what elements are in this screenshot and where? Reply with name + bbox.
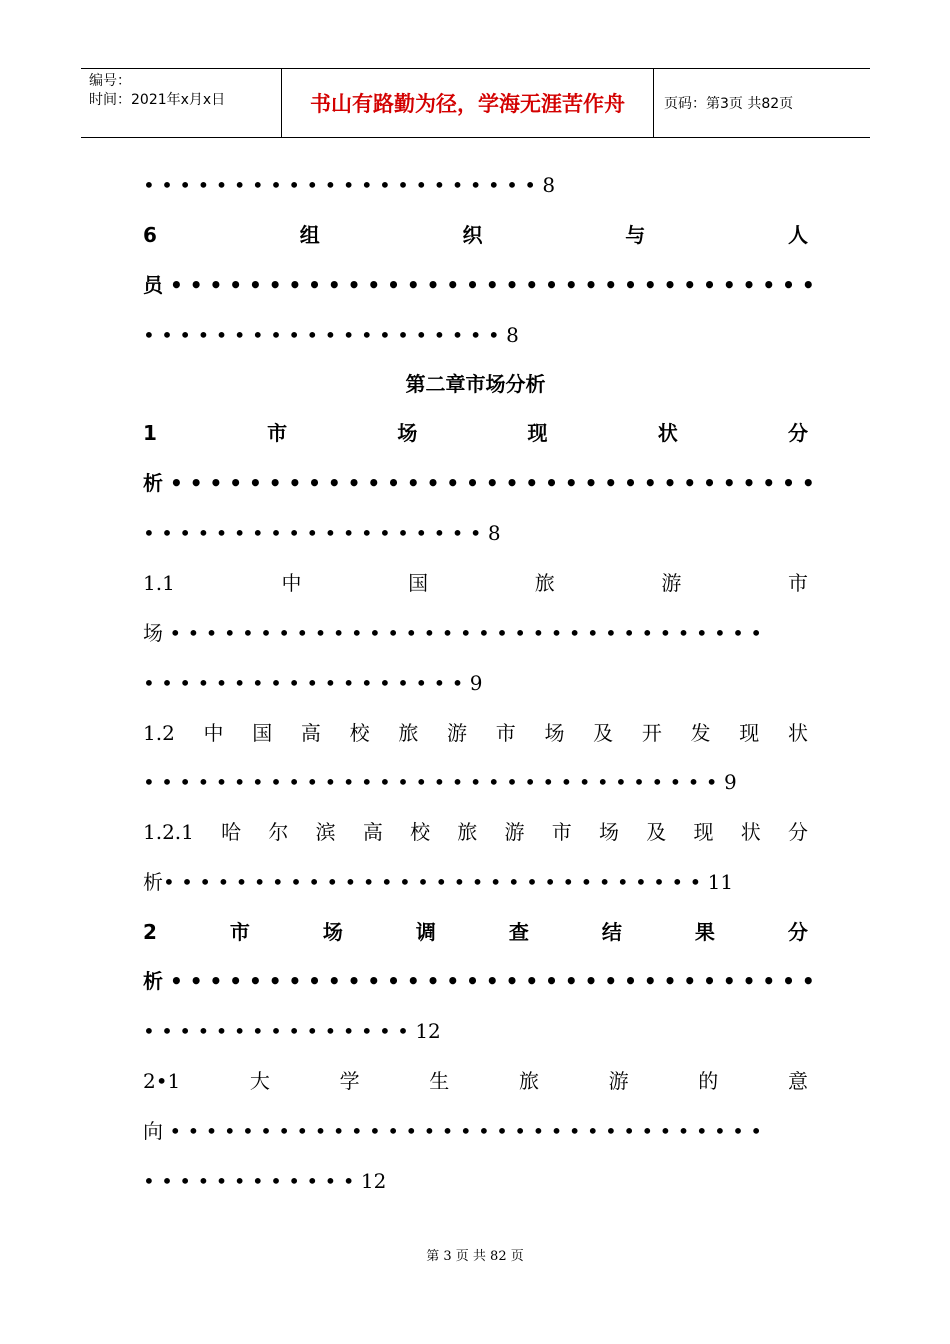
toc-word: 果 xyxy=(694,920,715,944)
toc-entry-china-tourism xyxy=(143,568,808,598)
toc-leader: • • • • • • • • • • • • • • • • • • • • 8 xyxy=(143,323,519,347)
toc-word: 场 xyxy=(599,820,619,844)
toc-word: 现 xyxy=(739,721,760,745)
toc-word: 2 xyxy=(143,920,157,944)
toc-word: 滨 xyxy=(315,820,336,844)
toc-leader: 析 • • • • • • • • • • • • • • • • • • • • • • • • • • • • • • • • • xyxy=(143,471,815,495)
motto: 书山有路勤为径，学海无涯苦作舟 xyxy=(281,69,654,137)
page-footer: 第 3 页 共 82 页 xyxy=(426,1249,524,1264)
toc-word: 校 xyxy=(410,820,431,844)
chapter-title: 第二章市场分析 xyxy=(405,372,546,396)
toc-word: 游 xyxy=(504,820,525,844)
toc-word: 状 xyxy=(787,721,808,745)
toc-word: 6 xyxy=(143,223,157,247)
toc-word: 中 xyxy=(281,571,302,595)
toc-word: 开 xyxy=(641,721,662,745)
toc-word: 尔 xyxy=(268,820,289,844)
toc-leader: 场 • • • • • • • • • • • • • • • • • • • • • • • • • • • • • • • • • xyxy=(143,621,763,645)
header-meta xyxy=(81,69,281,137)
toc-word: 现 xyxy=(693,820,714,844)
toc-leader: • • • • • • • • • • • • • • • 12 xyxy=(143,1019,441,1043)
toc-word: 国 xyxy=(252,721,273,745)
toc-word: 场 xyxy=(322,920,343,944)
toc-word: 状 xyxy=(657,421,678,445)
number-label: 编号： xyxy=(89,73,131,89)
toc-word: 查 xyxy=(508,920,529,944)
toc-leader: 向 • • • • • • • • • • • • • • • • • • • • • • • • • • • • • • • • • xyxy=(143,1119,763,1143)
toc-word: 1.2 xyxy=(143,721,175,745)
toc-word: 哈 xyxy=(221,820,242,844)
toc-word: 市 xyxy=(787,571,808,595)
toc-leader: • • • • • • • • • • • • • • • • • • • 8 xyxy=(143,521,501,545)
toc-word: 分 xyxy=(787,820,808,844)
toc-word: 分 xyxy=(787,920,808,944)
toc-word: 游 xyxy=(447,721,468,745)
toc-word: 与 xyxy=(625,223,646,247)
page-header xyxy=(81,68,870,138)
toc-word: 旅 xyxy=(398,721,419,745)
toc-word: 意 xyxy=(787,1069,808,1093)
toc-leader: 析• • • • • • • • • • • • • • • • • • • • • • • • • • • • • • 11 xyxy=(143,870,734,894)
toc-entry-student-intention xyxy=(143,1066,808,1096)
toc-word: 旅 xyxy=(457,820,478,844)
toc-entry-harbin-market xyxy=(143,817,808,847)
toc-leader: • • • • • • • • • • • • • • • • • • 9 xyxy=(143,671,483,695)
toc-word: 大 xyxy=(249,1069,270,1093)
toc-word: 结 xyxy=(601,920,622,944)
toc-word: 场 xyxy=(544,721,565,745)
toc-word: 高 xyxy=(362,820,383,844)
toc-entry-university-market xyxy=(143,718,808,748)
toc-word: 市 xyxy=(229,920,250,944)
toc-word: 的 xyxy=(698,1069,719,1093)
toc-word: 高 xyxy=(300,721,321,745)
toc-word: 游 xyxy=(608,1069,629,1093)
toc-word: 1.2.1 xyxy=(143,820,194,844)
toc-word: 校 xyxy=(349,721,370,745)
toc-entry-organization xyxy=(143,220,808,250)
toc-word: 调 xyxy=(415,920,436,944)
toc-word: 场 xyxy=(397,421,418,445)
toc-leader: 员 • • • • • • • • • • • • • • • • • • • • • • • • • • • • • • • • • xyxy=(143,273,815,297)
toc-leader: 析 • • • • • • • • • • • • • • • • • • • • • • • • • • • • • • • • • xyxy=(143,969,815,993)
toc-word: 现 xyxy=(527,421,548,445)
toc-entry-survey-results xyxy=(143,917,808,947)
toc-word: 中 xyxy=(203,721,224,745)
toc-word: 分 xyxy=(787,421,808,445)
toc-word: 市 xyxy=(495,721,516,745)
page-info: 页码：第3页 共82页 xyxy=(664,96,794,112)
toc-word: 游 xyxy=(661,571,682,595)
toc-word: 及 xyxy=(646,820,667,844)
toc-word: 状 xyxy=(740,820,761,844)
toc-word: 生 xyxy=(429,1069,450,1093)
toc-word: 及 xyxy=(593,721,614,745)
toc-entry-market-status xyxy=(143,418,808,448)
toc-word: 国 xyxy=(408,571,429,595)
toc-leader: • • • • • • • • • • • • • • • • • • • • • • • • • • • • • • • • 9 xyxy=(143,770,737,794)
toc-word: 组 xyxy=(299,223,320,247)
toc-word: 发 xyxy=(690,721,711,745)
toc-word: 1.1 xyxy=(143,571,175,595)
toc-word: 1 xyxy=(143,421,157,445)
toc-word: 织 xyxy=(462,223,483,247)
toc-word: 市 xyxy=(551,820,572,844)
toc-leader: • • • • • • • • • • • • • • • • • • • • • • 8 xyxy=(143,173,556,197)
toc-word: 旅 xyxy=(518,1069,539,1093)
toc-leader: • • • • • • • • • • • • 12 xyxy=(143,1169,387,1193)
toc-word: 2•1 xyxy=(143,1069,181,1093)
toc-word: 人 xyxy=(787,223,808,247)
time-label: 时间：2021年x月x日 xyxy=(89,92,226,108)
toc-word: 市 xyxy=(267,421,288,445)
toc-word: 学 xyxy=(339,1069,360,1093)
toc-word: 旅 xyxy=(534,571,555,595)
